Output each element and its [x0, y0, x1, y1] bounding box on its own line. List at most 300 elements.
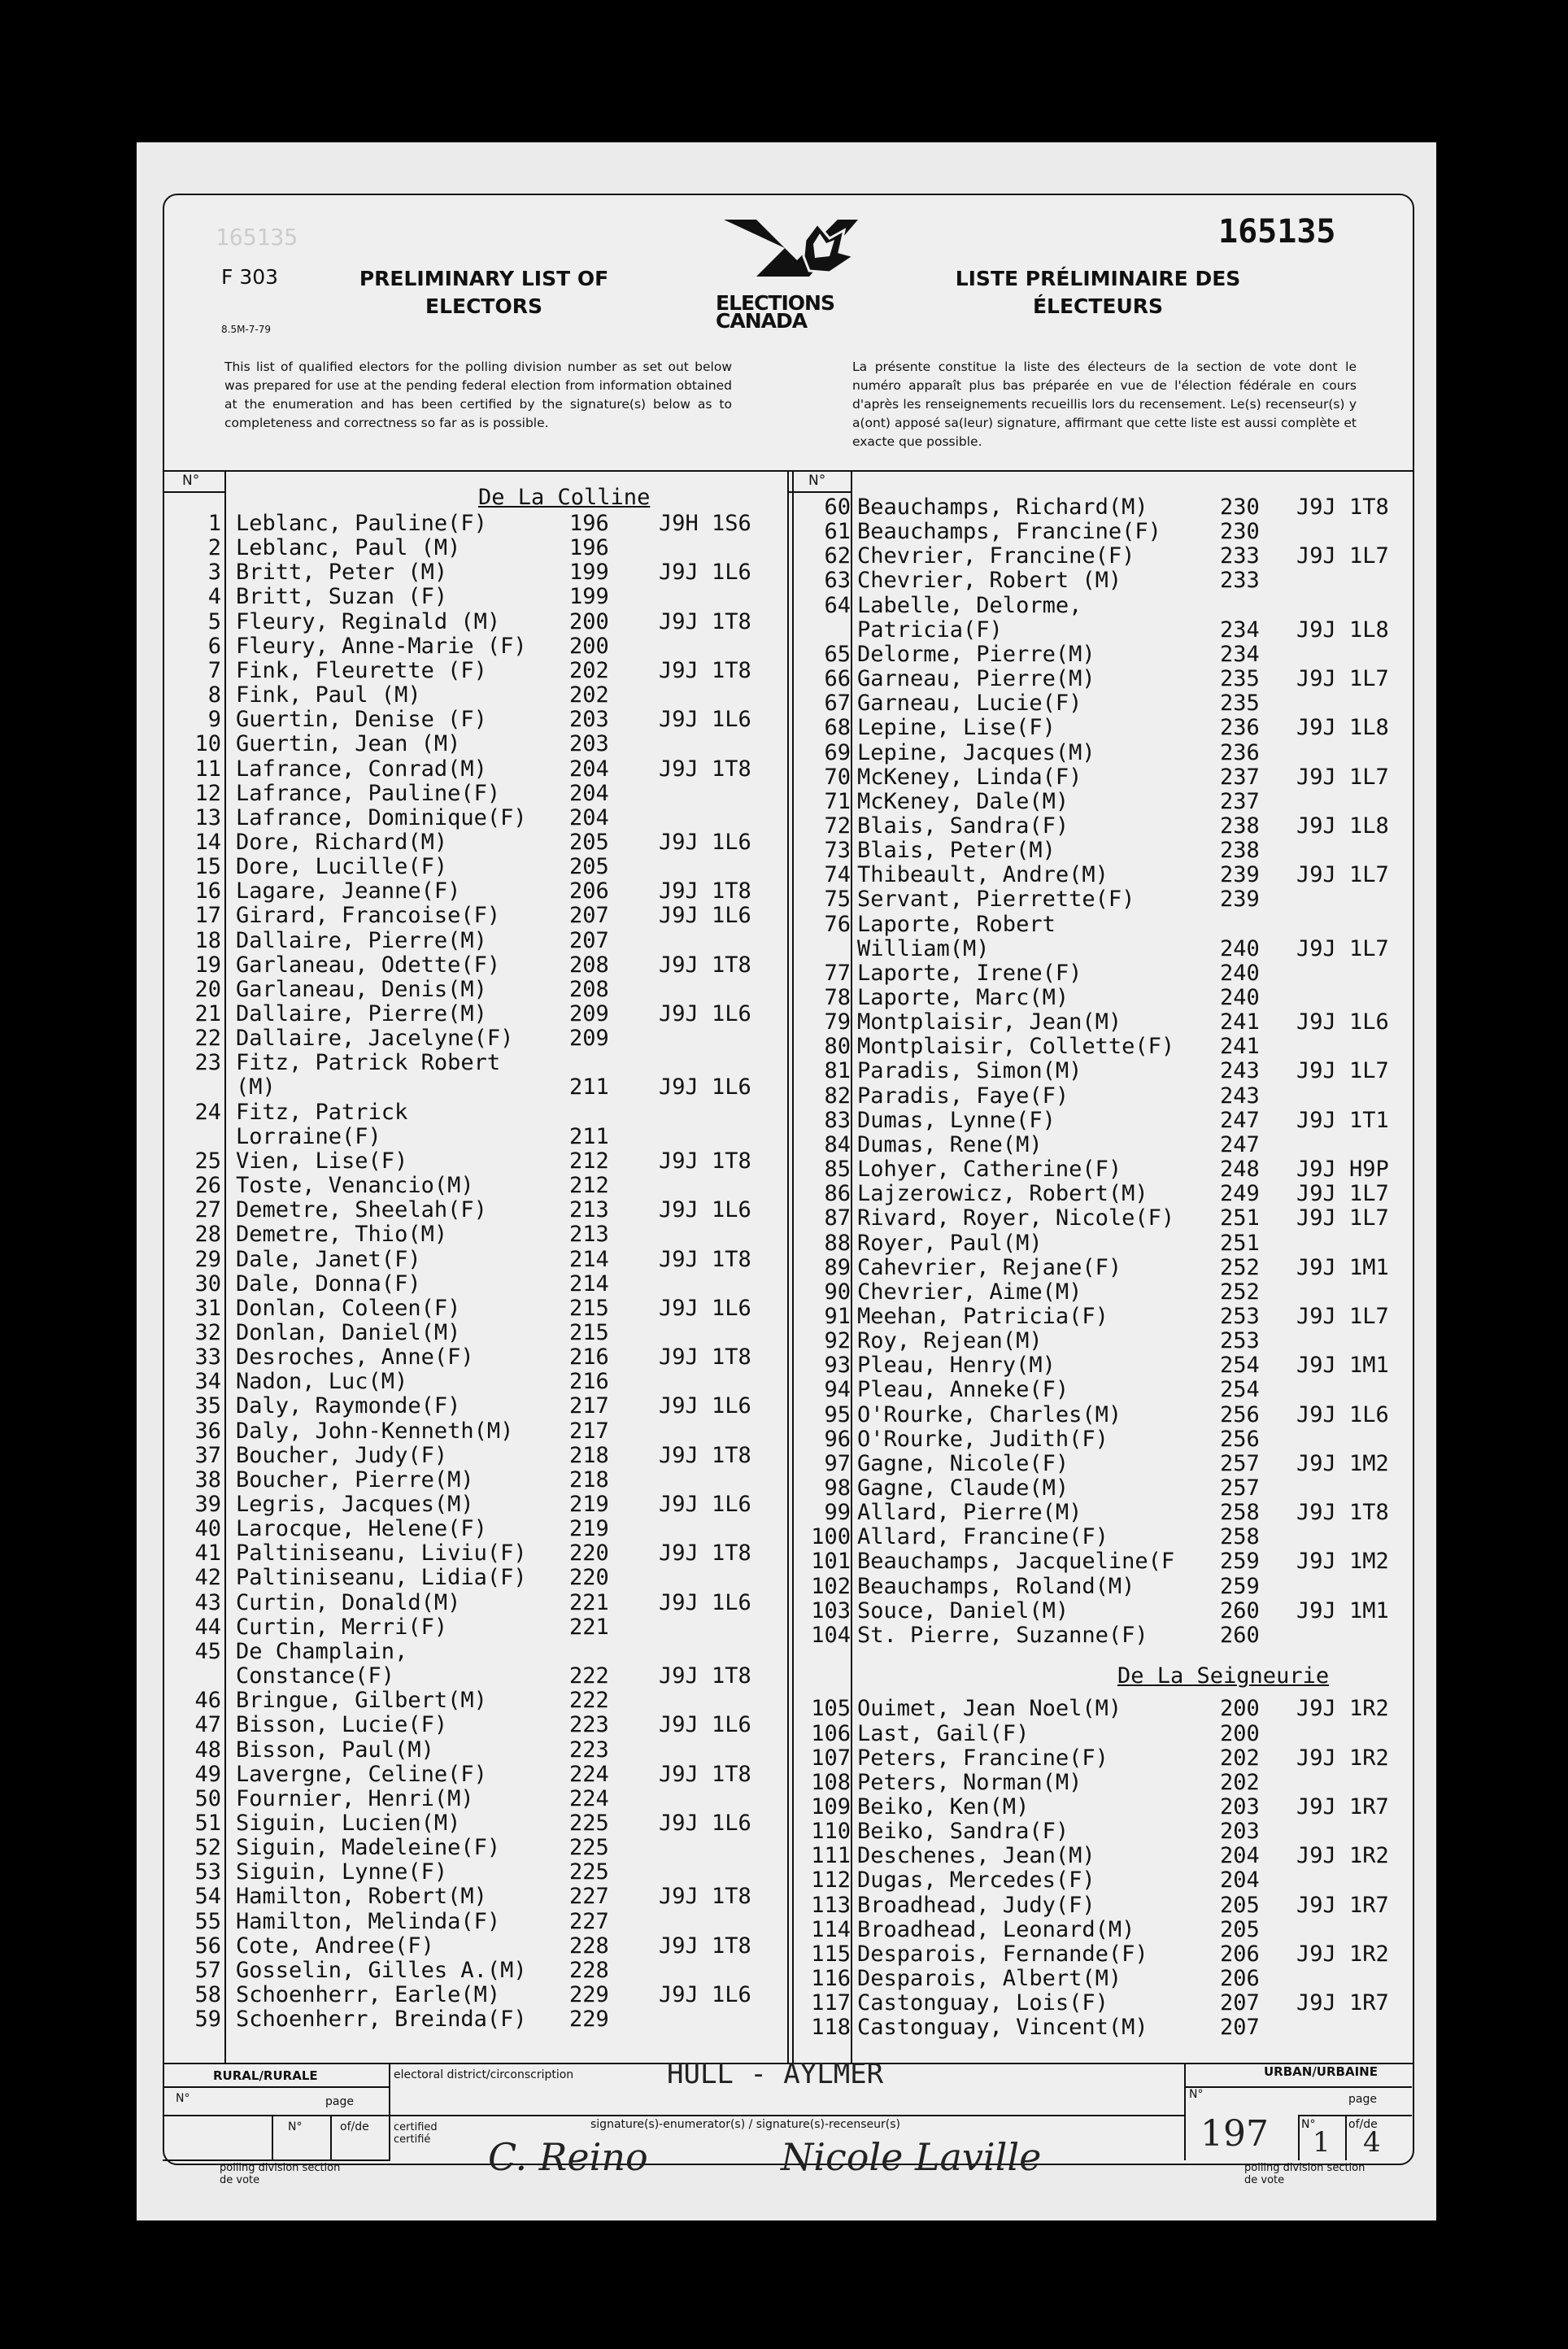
entry-number: 24: [194, 1099, 221, 1125]
entry-number: 56: [194, 1933, 221, 1959]
entry-number: 38: [194, 1466, 221, 1493]
elector-name: Desparois, Albert(M): [857, 1966, 1122, 1991]
left-no-rule: [163, 491, 226, 493]
center-divider-b: [792, 470, 794, 2064]
entry-number: 96: [824, 1426, 851, 1452]
entry-number: 9: [207, 707, 221, 733]
entry-number: 67: [824, 691, 851, 717]
elector-name: Legris, Jacques(M): [236, 1492, 474, 1517]
footer-no-divider: [272, 2115, 273, 2160]
address-number: 228: [569, 1957, 609, 1983]
elector-name: Guertin, Jean (M): [236, 731, 461, 757]
postal-code: J9J 1L6: [659, 1197, 751, 1223]
address-number: 224: [569, 1761, 609, 1787]
entry-number: 50: [194, 1785, 221, 1811]
footer-right-divider: [1184, 2063, 1186, 2160]
entry-number: 48: [194, 1737, 221, 1763]
elector-name: Laporte, Marc(M): [857, 985, 1069, 1010]
postal-code: J9J 1T8: [659, 1884, 751, 1910]
entry-number: 54: [194, 1884, 221, 1910]
entry-number: 73: [824, 838, 851, 864]
postal-code: J9J 1T1: [1296, 1107, 1389, 1133]
elector-name: Gagne, Nicole(F): [857, 1450, 1069, 1476]
elector-name: Vien, Lise(F): [236, 1148, 408, 1174]
elector-name: Patricia(F): [857, 617, 1003, 643]
entry-number: 58: [194, 1982, 221, 2007]
address-number: 216: [569, 1344, 609, 1371]
address-number: 213: [569, 1222, 609, 1248]
address-number: 213: [569, 1197, 609, 1223]
address-number: 240: [1220, 985, 1260, 1010]
elector-name: Castonguay, Vincent(M): [857, 2015, 1148, 2041]
elector-name: Lohyer, Catherine(F): [857, 1157, 1122, 1183]
entry-number: 93: [824, 1353, 851, 1379]
elector-name: Daly, John-Kenneth(M): [236, 1418, 514, 1444]
urban-page-no-label: N°: [1301, 2118, 1316, 2131]
rural-page-label: page: [325, 2095, 354, 2108]
address-number: 254: [1220, 1377, 1260, 1403]
postal-code: J9J 1L6: [659, 1810, 751, 1836]
entry-number: 12: [194, 780, 221, 806]
postal-code: J9J 1T8: [659, 608, 751, 634]
entry-number: 76: [824, 911, 851, 937]
entry-number: 40: [194, 1516, 221, 1542]
entry-number: 70: [824, 764, 851, 790]
entry-number: 99: [824, 1500, 851, 1526]
postal-code: J9J 1T8: [659, 1246, 751, 1272]
entry-number: 68: [824, 715, 851, 741]
title-english: PRELIMINARY LIST OF ELECTORS: [359, 267, 609, 318]
address-number: 235: [1220, 666, 1260, 692]
elector-name: Blais, Peter(M): [857, 838, 1056, 864]
entry-number: 91: [824, 1303, 851, 1329]
entry-number: 74: [824, 862, 851, 888]
postal-code: J9J 1L6: [659, 829, 751, 855]
address-number: 241: [1220, 1034, 1260, 1060]
address-number: 251: [1220, 1205, 1260, 1231]
entry-number: 78: [824, 985, 851, 1010]
address-number: 224: [569, 1785, 609, 1811]
elector-name: Fink, Fleurette (F): [236, 657, 487, 683]
elector-name: Lepine, Lise(F): [857, 715, 1056, 741]
address-number: 240: [1220, 960, 1260, 986]
elector-name: O'Rourke, Charles(M): [857, 1401, 1122, 1427]
entry-number: 30: [194, 1270, 221, 1297]
postal-code: J9J 1L6: [659, 1492, 751, 1517]
elector-name: Schoenherr, Breinda(F): [236, 2007, 527, 2033]
postal-code: J9H 1S6: [659, 511, 751, 536]
address-number: 208: [569, 952, 609, 978]
elector-name: Garneau, Pierre(M): [857, 666, 1095, 692]
address-number: 203: [569, 707, 609, 733]
postal-code: J9J 1L6: [659, 903, 751, 929]
entry-number: 18: [194, 927, 221, 953]
address-number: 223: [569, 1737, 609, 1763]
postal-code: J9J 1T8: [659, 756, 751, 782]
address-number: 218: [569, 1442, 609, 1468]
certified-label: certified certifié: [394, 2121, 438, 2146]
entry-number: 1: [207, 511, 221, 536]
elector-name: Peters, Norman(M): [857, 1769, 1082, 1795]
address-number: 248: [1220, 1157, 1260, 1183]
address-number: 222: [569, 1663, 609, 1689]
entry-number: 105: [811, 1696, 851, 1722]
address-number: 205: [1220, 1916, 1260, 1942]
elector-name: Lafrance, Pauline(F): [236, 780, 501, 806]
address-number: 252: [1220, 1279, 1260, 1305]
elector-name: Fitz, Patrick: [236, 1099, 408, 1125]
entry-number: 92: [824, 1328, 851, 1354]
address-number: 254: [1220, 1353, 1260, 1379]
elector-name: Blais, Sandra(F): [857, 813, 1069, 839]
entry-number: 111: [811, 1843, 851, 1869]
address-number: 206: [1220, 1966, 1260, 1991]
address-number: 200: [1220, 1696, 1260, 1722]
entry-number: 20: [194, 976, 221, 1002]
address-number: 228: [569, 1933, 609, 1959]
postal-code: J9J 1L7: [1296, 666, 1389, 692]
elector-name: Nadon, Luc(M): [236, 1369, 408, 1395]
address-number: 223: [569, 1712, 609, 1738]
elector-name: Girard, Francoise(F): [236, 903, 501, 929]
postal-code: J9J 1R2: [1296, 1696, 1389, 1722]
address-number: 212: [569, 1148, 609, 1174]
address-number: 235: [1220, 691, 1260, 717]
elector-name: Souce, Daniel(M): [857, 1597, 1069, 1623]
postal-code: J9J 1T8: [659, 952, 751, 978]
elector-name: Allard, Francine(F): [857, 1524, 1108, 1550]
elector-name: Desparois, Fernande(F): [857, 1941, 1148, 1967]
elector-name: Dore, Lucille(F): [236, 854, 448, 880]
district-value: HULL - AYLMER: [667, 2058, 884, 2090]
elector-name: Fink, Paul (M): [236, 682, 421, 708]
elector-name: Lorraine(F): [236, 1123, 381, 1149]
address-number: 196: [569, 511, 609, 536]
elector-name: Fleury, Reginald (M): [236, 608, 501, 634]
address-number: 202: [569, 657, 609, 683]
rural-page-no-label: N°: [288, 2120, 303, 2133]
elector-name: Lafrance, Dominique(F): [236, 804, 527, 830]
postal-code: J9J 1L7: [1296, 1181, 1389, 1207]
entry-number: 109: [811, 1793, 851, 1819]
urban-polling-label: polling division section de vote: [1244, 2162, 1365, 2186]
postal-code: J9J 1L6: [659, 1982, 751, 2007]
elector-name: Dallaire, Pierre(M): [236, 927, 487, 953]
entry-number: 27: [194, 1197, 221, 1223]
elector-name: (M): [236, 1074, 276, 1100]
address-number: 239: [1220, 887, 1260, 913]
address-number: 205: [1220, 1892, 1260, 1918]
entry-number: 80: [824, 1034, 851, 1060]
entry-number: 16: [194, 878, 221, 904]
address-number: 214: [569, 1270, 609, 1297]
form-code: F 303: [221, 265, 279, 289]
urban-label: URBAN/URBAINE: [1264, 2064, 1378, 2079]
elector-name: Gagne, Claude(M): [857, 1475, 1069, 1501]
entry-number: 29: [194, 1246, 221, 1272]
entry-number: 103: [811, 1597, 851, 1623]
address-number: 236: [1220, 715, 1260, 741]
entry-number: 79: [824, 1009, 851, 1035]
postal-code: J9J 1L8: [1296, 715, 1389, 741]
entry-number: 44: [194, 1614, 221, 1640]
address-number: 204: [1220, 1843, 1260, 1869]
entry-number: 26: [194, 1173, 221, 1199]
elector-name: Larocque, Helene(F): [236, 1516, 487, 1542]
elector-name: Fournier, Henri(M): [236, 1785, 474, 1811]
entry-number: 47: [194, 1712, 221, 1738]
elector-name: Cote, Andree(F): [236, 1933, 434, 1959]
address-number: 243: [1220, 1083, 1260, 1109]
address-number: 230: [1220, 519, 1260, 545]
elector-name: McKeney, Dale(M): [857, 788, 1069, 814]
elector-name: Delorme, Pierre(M): [857, 641, 1095, 667]
elector-name: Daly, Raymonde(F): [236, 1393, 461, 1419]
signature-enumerator-1: C. Reino: [488, 2135, 648, 2179]
elector-name: Last, Gail(F): [857, 1720, 1030, 1746]
address-number: 204: [569, 780, 609, 806]
entry-number: 8: [207, 682, 221, 708]
entry-number: 46: [194, 1688, 221, 1714]
address-number: 207: [1220, 1990, 1260, 2016]
address-number: 237: [1220, 788, 1260, 814]
address-number: 251: [1220, 1230, 1260, 1256]
address-number: 207: [569, 903, 609, 929]
intro-english: This list of qualified electors for the polling division number as set out below was prepared for use at the pending federal election from information obtained at the enumeration and has been certified by the signature(s) below as to completeness and correctness so far as is possible.: [224, 360, 732, 430]
rural-of-label: of/de: [340, 2120, 369, 2133]
entry-number: 36: [194, 1418, 221, 1444]
elector-name: Broadhead, Judy(F): [857, 1892, 1095, 1918]
footer-urban-rule: [1184, 2086, 1412, 2088]
entry-number: 82: [824, 1083, 851, 1109]
entry-number: 2: [207, 535, 221, 561]
elector-name: Beauchamps, Francine(F): [857, 519, 1161, 545]
entry-number: 71: [824, 788, 851, 814]
right-no-rule: [789, 491, 851, 493]
entry-number: 117: [811, 1990, 851, 2016]
elector-name: Deschenes, Jean(M): [857, 1843, 1095, 1869]
elector-name: Chevrier, Francine(F): [857, 543, 1135, 569]
elector-name: Dallaire, Jacelyne(F): [236, 1026, 514, 1052]
address-number: 207: [569, 927, 609, 953]
address-number: 206: [569, 878, 609, 904]
elector-name: Lepine, Jacques(M): [857, 739, 1095, 765]
address-number: 200: [569, 633, 609, 659]
address-number: 207: [1220, 2015, 1260, 2041]
postal-code: J9J 1L7: [1296, 764, 1389, 790]
elector-name: Montplaisir, Collette(F): [857, 1034, 1175, 1060]
entry-number: 64: [824, 592, 851, 618]
address-number: 233: [1220, 543, 1260, 569]
elector-name: Gosselin, Gilles A.(M): [236, 1957, 527, 1983]
elector-name: Lajzerowicz, Robert(M): [857, 1181, 1148, 1207]
elector-name: Curtin, Merri(F): [236, 1614, 448, 1640]
postal-code: J9J 1L7: [1296, 543, 1389, 569]
elector-name: St. Pierre, Suzanne(F): [857, 1622, 1148, 1648]
postal-code: J9J 1L6: [659, 1393, 751, 1419]
address-number: 225: [569, 1835, 609, 1861]
elector-name: Paltiniseanu, Lidia(F): [236, 1565, 527, 1591]
postal-code: J9J 1L6: [659, 560, 751, 586]
entry-number: 95: [824, 1401, 851, 1427]
postal-code: J9J 1L7: [1296, 1205, 1389, 1231]
address-number: 202: [1220, 1769, 1260, 1795]
right-no-header: N°: [808, 473, 826, 489]
entry-number: 106: [811, 1720, 851, 1746]
entry-number: 118: [811, 2015, 851, 2041]
address-number: 233: [1220, 568, 1260, 594]
elector-name: Toste, Venancio(M): [236, 1173, 474, 1199]
address-number: 257: [1220, 1450, 1260, 1476]
elector-name: Paltiniseanu, Liviu(F): [236, 1541, 527, 1567]
entry-number: 116: [811, 1966, 851, 1991]
entry-number: 88: [824, 1230, 851, 1256]
postal-code: J9J 1L8: [1296, 617, 1389, 643]
address-number: 236: [1220, 739, 1260, 765]
entry-number: 39: [194, 1492, 221, 1517]
address-number: 202: [1220, 1745, 1260, 1771]
postal-code: J9J 1R2: [1296, 1745, 1389, 1771]
postal-code: J9J 1T8: [659, 657, 751, 683]
address-number: 214: [569, 1246, 609, 1272]
elector-name: Lavergne, Celine(F): [236, 1761, 487, 1787]
elector-name: De Champlain,: [236, 1638, 408, 1664]
postal-code: J9J 1T8: [659, 1344, 751, 1371]
entry-number: 49: [194, 1761, 221, 1787]
right-section-heading: De La Seigneurie: [1117, 1663, 1330, 1689]
address-number: 243: [1220, 1058, 1260, 1084]
entry-number: 84: [824, 1131, 851, 1157]
entry-number: 61: [824, 519, 851, 545]
elector-name: Bisson, Lucie(F): [236, 1712, 448, 1738]
address-number: 247: [1220, 1131, 1260, 1157]
entry-number: 53: [194, 1859, 221, 1885]
serial-number: 165135: [1218, 213, 1336, 251]
elector-name: Beauchamps, Roland(M): [857, 1573, 1135, 1599]
address-number: 208: [569, 976, 609, 1002]
right-no-divider: [851, 470, 852, 2064]
entry-number: 86: [824, 1181, 851, 1207]
address-number: 249: [1220, 1181, 1260, 1207]
entry-number: 97: [824, 1450, 851, 1476]
address-number: 203: [569, 731, 609, 757]
entry-number: 90: [824, 1279, 851, 1305]
address-number: 216: [569, 1369, 609, 1395]
entry-number: 57: [194, 1957, 221, 1983]
urban-of-label: of/de: [1348, 2118, 1378, 2131]
entry-number: 81: [824, 1058, 851, 1084]
elector-name: Broadhead, Leonard(M): [857, 1916, 1135, 1942]
entry-number: 17: [194, 903, 221, 929]
elector-name: Chevrier, Aime(M): [857, 1279, 1082, 1305]
address-number: 238: [1220, 838, 1260, 864]
entry-number: 77: [824, 960, 851, 986]
postal-code: J9J 1R7: [1296, 1892, 1389, 1918]
entry-number: 63: [824, 568, 851, 594]
elector-name: Schoenherr, Earle(M): [236, 1982, 501, 2007]
entry-number: 43: [194, 1589, 221, 1615]
entry-number: 41: [194, 1541, 221, 1567]
footer-page-rule: [163, 2115, 390, 2116]
address-number: 229: [569, 2007, 609, 2033]
left-no-divider: [224, 470, 226, 2064]
entry-number: 113: [811, 1892, 851, 1918]
postal-code: J9J 1L8: [1296, 813, 1389, 839]
elector-name: Leblanc, Pauline(F): [236, 511, 487, 536]
entry-number: 98: [824, 1475, 851, 1501]
address-number: 203: [1220, 1819, 1260, 1845]
entry-number: 108: [811, 1769, 851, 1795]
elector-name: Laporte, Irene(F): [857, 960, 1082, 986]
postal-code: J9J 1L6: [659, 1001, 751, 1026]
address-number: 240: [1220, 935, 1260, 961]
elector-name: Bringue, Gilbert(M): [236, 1688, 487, 1714]
address-number: 196: [569, 535, 609, 561]
address-number: 200: [1220, 1720, 1260, 1746]
elector-name: Desroches, Anne(F): [236, 1344, 474, 1371]
postal-code: J9J 1M1: [1296, 1353, 1389, 1379]
address-number: 203: [1220, 1793, 1260, 1819]
entry-number: 45: [194, 1638, 221, 1664]
left-section-heading: De La Colline: [478, 485, 651, 510]
address-number: 260: [1220, 1622, 1260, 1648]
elector-name: Demetre, Thio(M): [236, 1222, 448, 1248]
entry-number: 104: [811, 1622, 851, 1648]
rural-label: RURAL/RURALE: [213, 2068, 318, 2083]
address-number: 202: [569, 682, 609, 708]
entry-number: 85: [824, 1157, 851, 1183]
elector-name: Donlan, Daniel(M): [236, 1319, 461, 1345]
elector-name: Paradis, Simon(M): [857, 1058, 1082, 1084]
address-number: 241: [1220, 1009, 1260, 1035]
address-number: 258: [1220, 1524, 1260, 1550]
entry-number: 33: [194, 1344, 221, 1371]
elector-name: Dale, Janet(F): [236, 1246, 421, 1272]
entry-number: 10: [194, 731, 221, 757]
elector-name: O'Rourke, Judith(F): [857, 1426, 1108, 1452]
address-number: 220: [569, 1565, 609, 1591]
district-label: electoral district/circonscription: [394, 2068, 574, 2081]
entry-number: 23: [194, 1050, 221, 1076]
entry-number: 34: [194, 1369, 221, 1395]
page-number: 1: [1313, 2126, 1331, 2159]
postal-code: J9J 1L7: [1296, 862, 1389, 888]
address-number: 234: [1220, 641, 1260, 667]
entry-number: 7: [207, 657, 221, 683]
address-number: 219: [569, 1492, 609, 1517]
entry-number: 22: [194, 1026, 221, 1052]
address-number: 239: [1220, 862, 1260, 888]
elector-name: Fitz, Patrick Robert: [236, 1050, 501, 1076]
footer-of-divider: [330, 2115, 332, 2160]
urban-page-label: page: [1348, 2093, 1377, 2106]
footer-right-of-divider: [1345, 2115, 1347, 2160]
address-number: 209: [569, 1001, 609, 1026]
address-number: 230: [1220, 495, 1260, 520]
entry-number: 32: [194, 1319, 221, 1345]
address-number: 259: [1220, 1549, 1260, 1575]
elector-name: Siguin, Lucien(M): [236, 1810, 461, 1836]
entry-number: 4: [207, 584, 221, 610]
address-number: 234: [1220, 617, 1260, 643]
address-number: 220: [569, 1541, 609, 1567]
entry-number: 55: [194, 1908, 221, 1934]
elector-name: Castonguay, Lois(F): [857, 1990, 1108, 2016]
elector-name: Britt, Peter (M): [236, 560, 448, 586]
postal-code: J9J 1T8: [659, 1663, 751, 1689]
entry-number: 60: [824, 495, 851, 520]
title-french: LISTE PRÉLIMINAIRE DES ÉLECTEURS: [955, 267, 1241, 318]
